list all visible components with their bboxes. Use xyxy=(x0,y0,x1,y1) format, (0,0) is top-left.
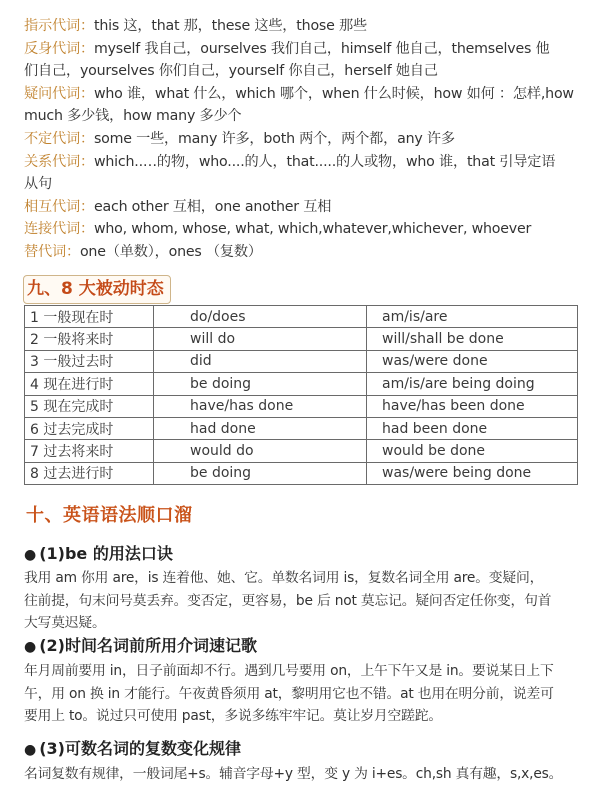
pronoun-text: one（单数），ones （复数） xyxy=(79,243,262,260)
tense-name: 7 过去将来时 xyxy=(25,440,154,462)
pronoun-reflexive-cont xyxy=(24,60,584,83)
table-row xyxy=(25,462,578,484)
pronoun-label: 相互代词： xyxy=(24,198,94,215)
passive-form: am/is/are being doing xyxy=(367,373,578,395)
passive-form: am/is/are xyxy=(367,306,578,328)
active-form: would do xyxy=(154,440,367,462)
active-form: do/does xyxy=(154,306,367,328)
pronoun-label: 疑问代词： xyxy=(24,85,94,102)
pronoun-label: 关系代词： xyxy=(24,153,94,170)
pronoun-text: who, whom, whose, what, which,whatever,whichever, whoever xyxy=(93,221,532,238)
pronoun-label: 连接代词： xyxy=(24,221,94,238)
passive-form: was/were being done xyxy=(367,462,578,484)
tense-name: 8 过去进行时 xyxy=(25,462,154,484)
tense-name: 2 一般将来时 xyxy=(25,328,154,350)
pronoun-text: 们自己，yourselves 你们自己，yourself 你自己，herself 她自己 xyxy=(24,63,438,80)
paragraph-line: 名词复数有规律，一般词尾+s。辅音字母+y 型，变 y 为 i+es。ch,sh 真有趣，s,x,es。 xyxy=(24,766,563,782)
bullet-icon: ● xyxy=(24,742,37,758)
pronoun-text: 从句 xyxy=(24,176,52,193)
passive-form: had been done xyxy=(367,417,578,439)
paragraph-be xyxy=(24,567,580,635)
table-row xyxy=(25,395,578,417)
pronoun-text: which..…的物，who....的人，that.....的人或物，who 谁，that 引导定语 xyxy=(93,153,556,170)
pronoun-reciprocal xyxy=(24,196,584,219)
subsection-heading-time-prepositions xyxy=(24,633,257,656)
bullet-icon: ● xyxy=(24,639,37,655)
active-form: will do xyxy=(154,328,367,350)
section-9-title: 九、8 大被动时态 xyxy=(23,275,171,304)
pronoun-relative xyxy=(24,151,584,174)
paragraph-line: 要用上 to。说过只可使用 past，多说多练牢牢记。莫让岁月空蹉跎。 xyxy=(24,708,442,724)
pronoun-demonstrative xyxy=(24,15,584,38)
bullet-icon: ● xyxy=(24,547,37,563)
pronoun-interrogative xyxy=(24,83,584,106)
paragraph-time-prepositions xyxy=(24,660,580,728)
paragraph-line: 我用 am 你用 are，is 连着他、她、它。单数名词用 is，复数名词全用 are。变疑问， xyxy=(24,570,544,586)
subsection-title: (3)可数名词的复数变化规律 xyxy=(39,739,241,758)
table-row xyxy=(25,328,578,350)
active-form: had done xyxy=(154,417,367,439)
passive-form: would be done xyxy=(367,440,578,462)
passive-form: have/has been done xyxy=(367,395,578,417)
active-form: have/has done xyxy=(154,395,367,417)
pronoun-substitute xyxy=(24,241,584,264)
pronoun-relative-cont xyxy=(24,173,584,196)
subsection-title: (1)be 的用法口诀 xyxy=(39,544,173,563)
pronoun-text: some 一些，many 许多，both 两个，两个都，any 许多 xyxy=(93,130,455,147)
pronoun-conjunctive xyxy=(24,218,584,241)
table-row xyxy=(25,373,578,395)
table-row xyxy=(25,417,578,439)
active-form: be doing xyxy=(154,373,367,395)
pronoun-text: who 谁，what 什么，which 哪个，when 什么时候，how 如何 ：怎样,how xyxy=(93,85,574,102)
tense-name: 3 一般过去时 xyxy=(25,350,154,372)
passive-form: will/shall be done xyxy=(367,328,578,350)
paragraph-line: 往前提，句末问号莫丢弃。变否定，更容易，be 后 not 莫忘记。疑问否定任你变，句首 xyxy=(24,592,552,609)
pronoun-text: myself 我自己，ourselves 我们自己，himself 他自己，themselves 他 xyxy=(93,40,550,57)
tense-name: 5 现在完成时 xyxy=(25,395,154,417)
pronoun-text: this 这，that 那，these 这些，those 那些 xyxy=(93,18,367,34)
pronoun-text: each other 互相，one another 互相 xyxy=(93,198,332,215)
table-row xyxy=(25,350,578,372)
section-10-title: 十、英语语法顺口溜 xyxy=(26,505,193,526)
pronoun-label: 反身代词： xyxy=(24,40,94,57)
pronoun-label: 指示代词： xyxy=(24,18,94,34)
subsection-heading-be xyxy=(24,541,173,564)
pronoun-indefinite xyxy=(24,128,584,151)
pronoun-interrogative-cont xyxy=(24,105,584,128)
paragraph-line: 大写莫迟疑。 xyxy=(24,615,106,631)
tense-name: 6 过去完成时 xyxy=(25,417,154,439)
pronoun-label: 替代词： xyxy=(24,243,80,260)
table-row xyxy=(25,440,578,462)
paragraph-line: 午，用 on 换 in 才能行。午夜黄昏须用 at，黎明用它也不错。at 也用在明分前，说差可 xyxy=(24,685,554,702)
tense-name: 4 现在进行时 xyxy=(25,373,154,395)
tense-name: 1 一般现在时 xyxy=(25,306,154,328)
table-row xyxy=(25,306,578,328)
paragraph-line: 年月周前要用 in，日子前面却不行。遇到几号要用 on，上午下午又是 in。要说某日上下 xyxy=(24,663,554,679)
pronoun-text: much 多少钱，how many 多少个 xyxy=(24,108,242,125)
pronoun-list xyxy=(24,15,584,264)
paragraph-plural-nouns xyxy=(24,763,580,786)
subsection-title: (2)时间名词前所用介词速记歌 xyxy=(39,636,257,655)
subsection-heading-plural-nouns xyxy=(24,736,241,759)
passive-form: was/were done xyxy=(367,350,578,372)
active-form: be doing xyxy=(154,462,367,484)
pronoun-label: 不定代词： xyxy=(24,130,94,147)
passive-tense-table xyxy=(24,305,578,485)
active-form: did xyxy=(154,350,367,372)
pronoun-reflexive xyxy=(24,38,584,61)
